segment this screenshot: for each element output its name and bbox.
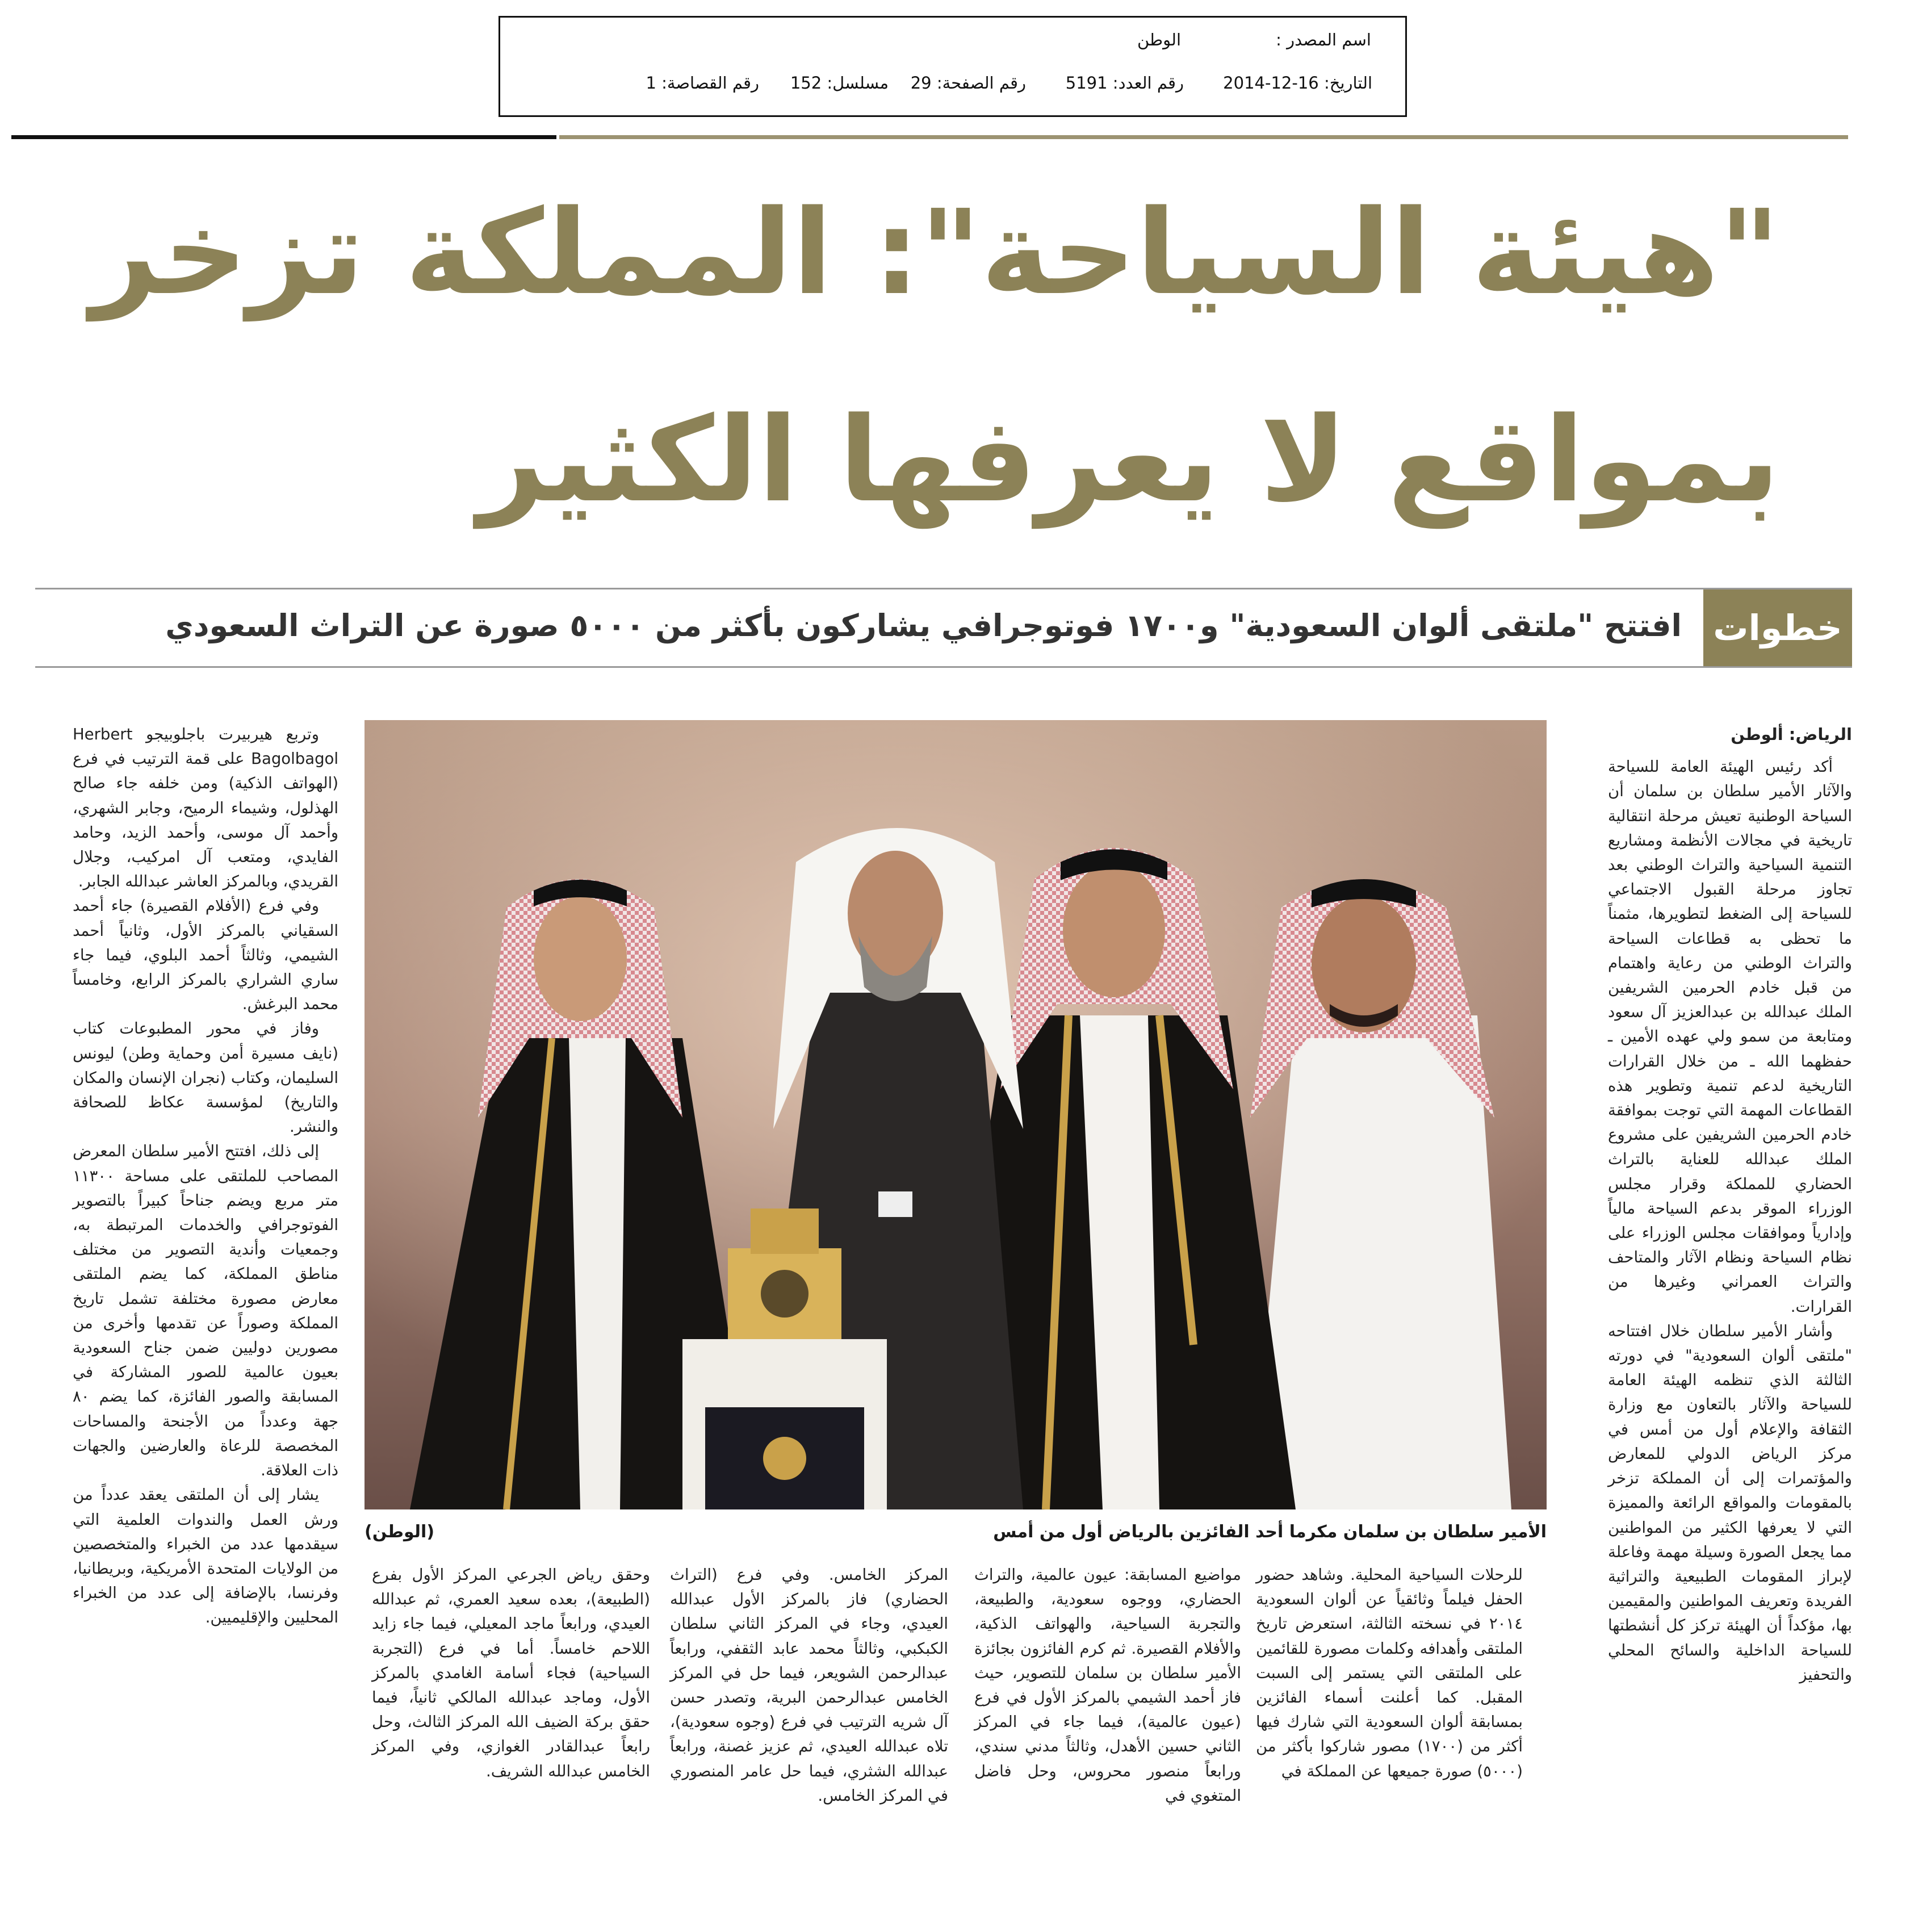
caption-credit: (الوطن)	[365, 1522, 435, 1542]
paragraph: للرحلات السياحية المحلية. وشاهد حضور الحفل فيلماً وثائقياً عن ألوان السعودية ٢٠١٤ في نسخته الثالثة، استعرض تاريخ الملتقى وأهدافه وكلمات مصورة للقائمين على الملتقى التي يستمر إلى السبت المقبل. كما أعلنت أسماء الفائزين بمسابقة ألوان السعودية التي شارك فيها أكثر من (١٧٠٠) مصور شاركوا بأكثر من (٥٠٠٠) صورة جميعها عن المملكة في	[1256, 1566, 1523, 1780]
issue-number: رقم العدد: 5191	[1065, 73, 1184, 93]
source-label: اسم المصدر :	[1276, 30, 1371, 49]
top-rule-dark	[11, 135, 556, 139]
column-bottom-1	[1256, 1563, 1523, 1784]
paragraph: وفاز في محور المطبوعات كتاب (نايف مسيرة أمن وحماية وطن) ليونس السليمان، وكتاب (نجران الإنسان والمكان والتاريخ) لمؤسسة عكاظ للصحافة والنشر.	[73, 1019, 338, 1136]
column-left	[73, 722, 338, 1630]
paragraph: مواضيع المسابقة: عيون عالمية، والتراث الحضاري، ووجوه سعودية، والطبيعة، والتجربة السياحية، والهواتف الذكية، والأفلام القصيرة. ثم كرم الفائزون بجائزة الأمير سلطان بن سلمان للتصوير، حيث فاز أحمد الشيمي بالمركز الأول في فرع (عيون عالمية)، فيما جاء في المركز الثاني حسين الأهدل، وثالثاً مدني سندي، ورابعاً منصور محروس، وحل فاضل المتغوي في	[974, 1566, 1241, 1805]
paragraph: إلى ذلك، افتتح الأمير سلطان المعرض المصاحب للملتقى على مساحة ١١٣٠٠ متر مربع ويضم جناحاً كبيراً بالتصوير الفوتوجرافي والخدمات المرتبطة به، وجمعيات وأندية التصوير من مختلف مناطق المملكة، كما يضم الملتقى معارض مصورة مختلفة تشمل تاريخ المملكة وصوراً عن تقدمها وأخرى من مصورين دوليين ضمن جناح السعودية بعيون عالمية للصور المشاركة في المسابقة والصور الفائزة، كما يضم ٨٠ جهة وعدداً من الأجنحة والمساحات المخصصة للرعاة والعارضين والجهات ذات العلاقة.	[73, 1142, 338, 1480]
section-tag: خطوات	[1703, 589, 1852, 666]
dateline: الرياض: ألوطن	[1731, 725, 1852, 744]
paragraph: وأشار الأمير سلطان خلال افتتاحه "ملتقى ألوان السعودية" في دورته الثالثة الذي تنظمه الهيئة العامة للسياحة والآثار بالتعاون مع وزارة الثقافة والإعلام أول من أمس في مركز الرياض الدولي للمعارض والمؤتمرات إلى أن المملكة تزخر بالمقومات والمواقع الرائعة والمميزة التي لا يعرفها الكثير من المواطنين مما يجعل الصورة وسيلة مهمة وفاعلة لإبراز المقومات الطبيعية والتراثية الفريدة وتعريف المواطنين والمقيمين بها، مؤكداً أن الهيئة تركز كل أنشطتها للسياحة الداخلية والسائح المحلي والتحفيز	[1608, 1322, 1852, 1684]
column-bottom-3	[670, 1563, 948, 1808]
serial-number: مسلسل: 152	[790, 73, 889, 93]
column-bottom-2	[974, 1563, 1241, 1808]
top-rule-accent	[559, 135, 1848, 139]
photo-illustration	[365, 720, 1547, 1509]
paragraph: وتربع هيربيرت باجلوبيجو Herbert Bagolbagol على قمة الترتيب في فرع (الهواتف الذكية) ومن خلفه جاء صالح الهذلول، وشيماء الرميح، وجابر الشهري، وأحمد آل موسى، وأحمد الزيد، وحامد الفايدي، ومتعب آل امركيب، وجلال القريدي، وبالمركز العاشر عبدالله الجابر.	[73, 725, 338, 891]
column-bottom-4	[372, 1563, 650, 1784]
column-right	[1608, 722, 1852, 1687]
paragraph: وفي فرع (الأفلام القصيرة) جاء أحمد السقياني بالمركز الأول، وثانياً أحمد الشيمي، وثالثاً أحمد البلوي، فيما جاء ساري الشراري بالمركز الرابع، وخامساً محمد البرغش.	[73, 897, 338, 1014]
source-info-box	[499, 16, 1407, 117]
caption-text: الأمير سلطان بن سلمان مكرما أحد الفائزين بالرياض أول من أمس	[993, 1522, 1547, 1542]
date: التاريخ: 16-12-2014	[1223, 73, 1372, 93]
name-badge	[878, 1191, 912, 1217]
subheadline-bar	[35, 588, 1852, 668]
page-number: رقم الصفحة: 29	[910, 73, 1026, 93]
source-value: الوطن	[1137, 30, 1181, 49]
headline-line-1: "هيئة السياحة": المملكة تزخر	[90, 185, 1780, 321]
clip-number: رقم القصاصة: 1	[646, 73, 759, 93]
paragraph: وحقق رياض الجرعي المركز الأول بفرع (الطبيعة)، بعده سعيد العمري، ثم عبدالله العيدي، ورابعاً ماجد المعيلي، فيما جاء زايد اللاحم خامساً. أما في فرع (التجربة السياحية) فجاء أسامة الغامدي بالمركز الأول، وماجد عبدالله المالكي ثانياً، فيما حقق بركة الضيف الله المركز الثالث، وحل رابعاً عبدالقادر الغوازي، وفي المركز الخامس عبدالله الشريف.	[372, 1566, 650, 1780]
paragraph: المركز الخامس. وفي فرع (التراث الحضاري) فاز بالمركز الأول عبدالله العيدي، وجاء في المركز الثاني سلطان الكبكبي، وثالثاً محمد عابد الثقفي، ورابعاً عبدالرحمن الشويعر، فيما حل في المركز الخامس عبدالرحمن البرية، وتصدر حسن آل شريه الترتيب في فرع (وجوه سعودية)، تلاه عبدالله العيدي، ثم عزيز غصنة، ورابعاً عبدالله الشثري، فيما حل عامر المنصوري في المركز الخامس.	[670, 1566, 948, 1805]
subheadline-text: افتتح "ملتقى ألوان السعودية" و١٧٠٠ فوتوجرافي يشاركون بأكثر من ٥٠٠٠ صورة عن التراث السعودي	[165, 608, 1682, 643]
news-photo	[365, 720, 1547, 1509]
headline-line-2: بمواقع لا يعرفها الكثير	[477, 392, 1780, 528]
paragraph: يشار إلى أن الملتقى يعقد عدداً من ورش العمل والندوات العلمية التي سيقدمها عدد من الخبراء والمتخصصين من الولايات المتحدة الأمريكية، وبريطانيا، وفرنسا، بالإضافة إلى عدد من الخبراء المحليين والإقليميين.	[73, 1486, 338, 1627]
paragraph: أكد رئيس الهيئة العامة للسياحة والآثار الأمير سلطان بن سلمان أن السياحة الوطنية تعيش مرحلة انتقالية تاريخية في مجالات الأنظمة ومشاريع التنمية السياحية والتراث الوطني بعد تجاوز مرحلة القبول الاجتماعي للسياحة إلى الضغط لتطويرها، مثمناً ما تحظى به قطاعات السياحة والتراث الوطني من رعاية واهتمام من قبل خادم الحرمين الشريفين الملك عبدالله بن عبدالعزيز آل سعود ومتابعة من سمو ولي عهده الأمين ـ حفظهما الله ـ من خلال القرارات التاريخية لدعم تنمية وتطوير هذه القطاعات المهمة التي توجت بموافقة خادم الحرمين الشريفين على مشروع الملك عبدالله للعناية بالتراث الحضاري للمملكة وقرار مجلس الوزراء الموقر بدعم السياحة مالياً وإدارياً وموافقات مجلس الوزراء على نظام السياحة ونظام الآثار والمتاحف والتراث العمراني وغيرها من القرارات.	[1608, 758, 1852, 1316]
